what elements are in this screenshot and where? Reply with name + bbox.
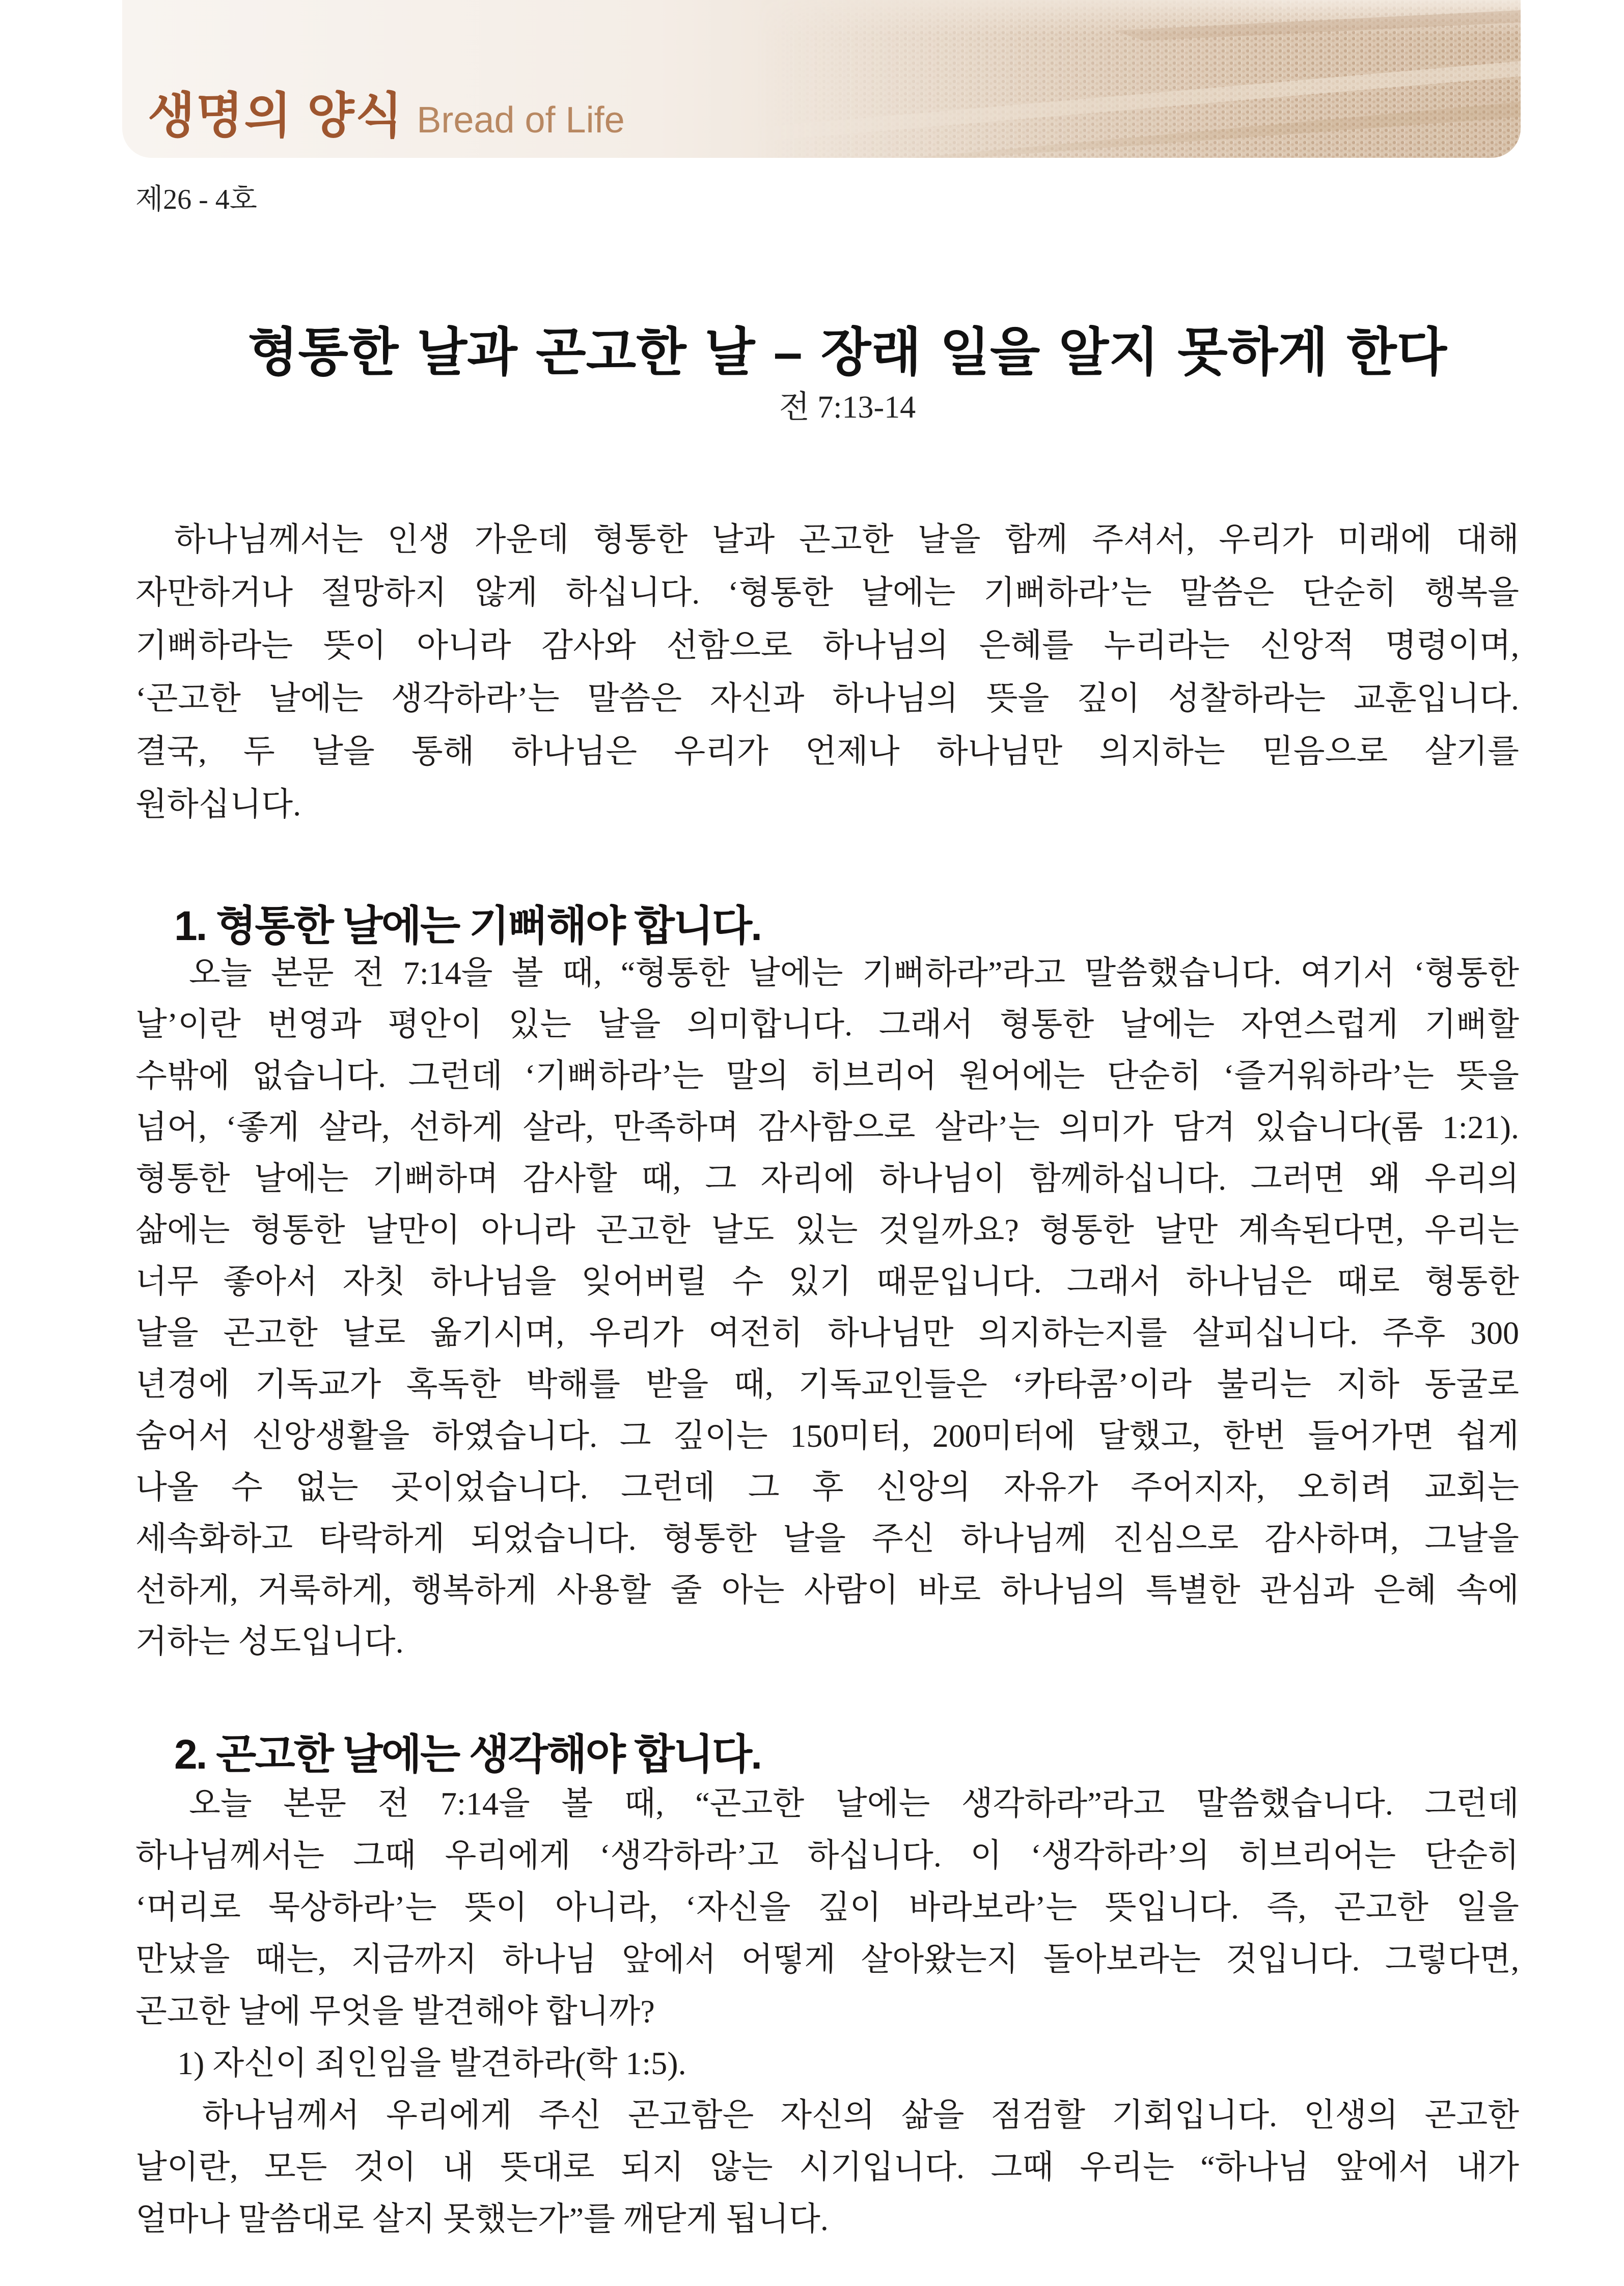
text-line: ‘곤고한 날에는 생각하라’는 말씀은 자신과 하나님의 뜻을 깊이 성찰하라는 교훈입니다.	[135, 680, 1519, 717]
text-line: 결국, 두 날을 통해 하나님은 우리가 언제나 하나님만 의지하는 믿음으로 살기를	[135, 733, 1519, 769]
text-line: 수밖에 없습니다. 그런데 ‘기뻐하라’는 말의 히브리어 원어에는 단순히 ‘즐거워하라’는 뜻을	[135, 1058, 1519, 1094]
text-line: 넘어, ‘좋게 살라, 선하게 살라, 만족하며 감사함으로 살라’는 의미가 담겨 있습니다(롬 1:21).	[135, 1109, 1519, 1145]
scripture-reference: 전 7:13-14	[779, 390, 916, 425]
issue-number: 제26 - 4호	[135, 184, 257, 215]
text-line: 하나님께서는 그때 우리에게 ‘생각하라’고 하십니다. 이 ‘생각하라’의 히브리어는 단순히	[135, 1837, 1519, 1874]
text-line: 오늘 본문 전 7:14을 볼 때, “형통한 날에는 기뻐하라”라고 말씀했습니다. 여기서 ‘형통한	[189, 955, 1519, 991]
section-heading-1: 1. 형통한 날에는 기뻐해야 합니다.	[174, 903, 761, 949]
section-1-paragraph	[135, 947, 1519, 1667]
text-line: 형통한 날에는 기뻐하며 감사할 때, 그 자리에 하나님이 함께하십니다. 그러면 왜 우리의	[135, 1161, 1519, 1197]
text-line: 원하십니다.	[135, 786, 301, 822]
text-line: 하나님께서는 인생 가운데 형통한 날과 곤고한 날을 함께 주셔서, 우리가 미래에 대해	[174, 521, 1519, 558]
text-line: 자만하거나 절망하지 않게 하십니다. ‘형통한 날에는 기뻐하라’는 말씀은 단순히 행복을	[135, 574, 1519, 611]
text-line: 거하는 성도입니다.	[135, 1623, 404, 1660]
text-line: 너무 좋아서 자칫 하나님을 잊어버릴 수 있기 때문입니다. 그래서 하나님은 때로 형통한	[135, 1263, 1519, 1300]
publication-title-korean: 생명의 양식	[148, 89, 404, 143]
intro-paragraph	[135, 513, 1519, 831]
text-line: 나올 수 없는 곳이었습니다. 그런데 그 후 신앙의 자유가 주어지자, 오히려 교회는	[135, 1469, 1519, 1505]
text-line: 날을 곤고한 날로 옮기시며, 우리가 여전히 하나님만 의지하는지를 살피십니다. 주후 300	[135, 1315, 1519, 1351]
sermon-title: 형통한 날과 곤고한 날 – 장래 일을 알지 못하게 한다	[247, 323, 1447, 381]
publication-title	[148, 86, 625, 147]
text-line: 하나님께서 우리에게 주신 곤고함은 자신의 삶을 점검할 기회입니다. 인생의 곤고한	[202, 2097, 1519, 2133]
text-line: 숨어서 신앙생활을 하였습니다. 그 깊이는 150미터, 200미터에 달했고, 한번 들어가면 쉽게	[135, 1418, 1519, 1454]
text-line: 만났을 때는, 지금까지 하나님 앞에서 어떻게 살아왔는지 돌아보라는 것입니다. 그렇다면,	[135, 1941, 1519, 1977]
section-heading-2: 2. 곤고한 날에는 생각해야 합니다.	[174, 1731, 761, 1778]
subpoint-heading: 1) 자신이 죄인임을 발견하라(학 1:5).	[177, 2045, 686, 2081]
text-line: 오늘 본문 전 7:14을 볼 때, “곤고한 날에는 생각하라”라고 말씀했습니다. 그런데	[189, 1785, 1519, 1822]
text-line: 삶에는 형통한 날만이 아니라 곤고한 날도 있는 것일까요? 형통한 날만 계속된다면, 우리는	[135, 1212, 1519, 1248]
text-line: 년경에 기독교가 혹독한 박해를 받을 때, 기독교인들은 ‘카타콤’이라 불리는 지하 동굴로	[135, 1366, 1519, 1402]
text-line: 곤고한 날에 무엇을 발견해야 합니까?	[135, 1993, 655, 2029]
text-line: 선하게, 거룩하게, 행복하게 사용할 줄 아는 사람이 바로 하나님의 특별한 관심과 은혜 속에	[135, 1572, 1519, 1608]
text-line: 날’이란 번영과 평안이 있는 날을 의미합니다. 그래서 형통한 날에는 자연스럽게 기뻐할	[135, 1006, 1519, 1042]
publication-title-english: Bread of Life	[417, 100, 625, 141]
text-line: 기뻐하라는 뜻이 아니라 감사와 선함으로 하나님의 은혜를 누리라는 신앙적 명령이며,	[135, 627, 1519, 664]
text-line: 날이란, 모든 것이 내 뜻대로 되지 않는 시기입니다. 그때 우리는 “하나님 앞에서 내가	[135, 2149, 1519, 2185]
text-line: 세속화하고 타락하게 되었습니다. 형통한 날을 주신 하나님께 진심으로 감사하며, 그날을	[135, 1521, 1519, 1557]
section-2-paragraph	[135, 1778, 1519, 2245]
text-line: ‘머리로 묵상하라’는 뜻이 아니라, ‘자신을 깊이 바라보라’는 뜻입니다. 즉, 곤고한 일을	[135, 1889, 1519, 1925]
crowd-photo	[757, 0, 1521, 158]
text-line: 얼마나 말씀대로 살지 못했는가”를 깨닫게 됩니다.	[135, 2201, 829, 2237]
